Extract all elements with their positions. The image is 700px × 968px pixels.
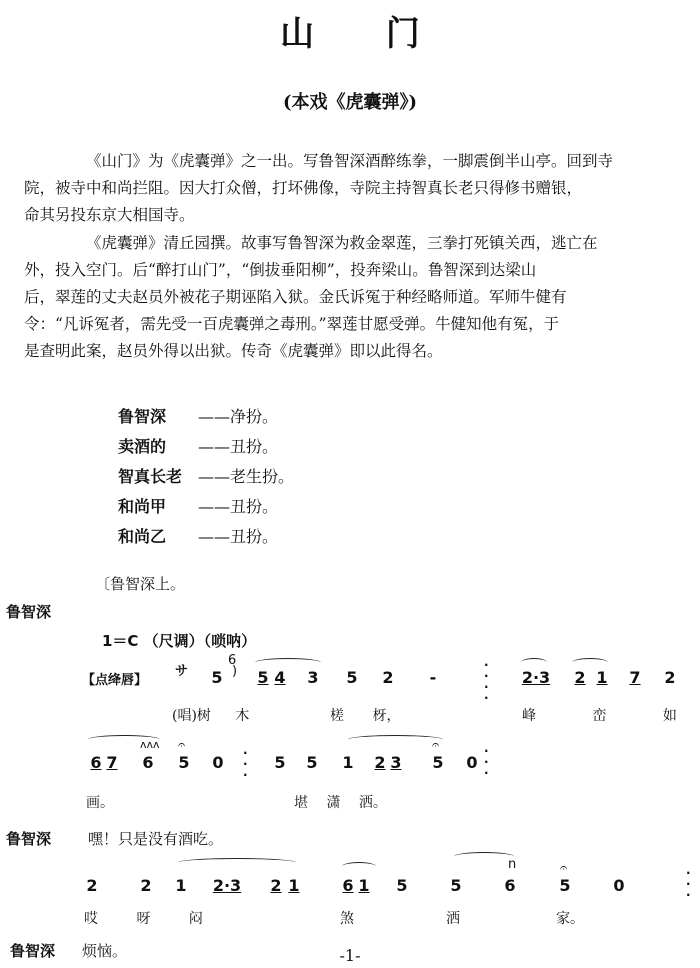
repeat-sign-icon: · · · (686, 866, 689, 902)
note: 5 (178, 753, 190, 772)
speaker-name: 鲁智深 (10, 942, 56, 960)
repeat-sign-icon: · · · (243, 746, 246, 782)
note: 5 (396, 876, 408, 895)
page-subtitle: (本戏《虎囊弹》) (282, 92, 418, 113)
role-name: 鲁智深 (118, 407, 167, 426)
note: 0 (613, 876, 625, 895)
slur-icon (178, 858, 296, 867)
slur-icon (454, 852, 514, 861)
note: 6 (504, 876, 516, 895)
tune-name: 【点绛唇】 (82, 673, 148, 688)
grace-note-icon: 6 (228, 653, 237, 668)
lyric-text: 堪 潇 洒。 (294, 795, 387, 811)
note: 2 (374, 753, 386, 772)
spoken-line: 嘿！只是没有酒吃。 (88, 830, 224, 848)
role-item (118, 492, 294, 522)
intro-paragraph-1 (24, 148, 685, 229)
role-item (118, 432, 294, 462)
note: 6 (342, 876, 354, 895)
role-name: 智真长老 (118, 467, 183, 486)
note: 2 (664, 668, 676, 687)
note: 4 (274, 668, 286, 687)
text-line: 院，被寺中和尚拦阻。因大打众僧，打坏佛像，寺院主持智真长老只得修书赠银， (24, 179, 583, 197)
role-item (118, 462, 294, 492)
fermata-icon: 𝄐 (432, 738, 440, 753)
text-line: 是查明此案，赵员外得以出狱。传奇《虎囊弹》即以此得名。 (24, 342, 443, 360)
lyric-text: 画。 (86, 795, 114, 811)
lyric-text: 家。 (556, 911, 584, 927)
role-item (118, 402, 294, 432)
note: 2 (140, 876, 152, 895)
text-line: 令：“凡诉冤者，需先受一百虎囊弹之毒刑。”翠莲甘愿受弹。牛健知他有冤，于 (24, 315, 560, 333)
note: 3 (390, 753, 402, 772)
text-line: 后，翠莲的丈夫赵员外被花子期诬陷入狱。金氏诉冤于种经略师道。军师牛健有 (24, 288, 567, 306)
role-type: ——老生扮。 (198, 467, 295, 486)
slur-icon (348, 735, 443, 744)
text-line: 《虎囊弹》清丘园撰。故事写鲁智深为救金翠莲，三拳打死镇关西，逃亡在 (86, 234, 598, 252)
text-line: 命其另投东京大相国寺。 (24, 206, 195, 224)
role-name: 卖酒的 (118, 437, 167, 456)
repeat-sign-icon: · · · · (484, 658, 487, 705)
lyric-text: 峰 峦 如 (522, 708, 677, 724)
intro-paragraph-2 (24, 230, 685, 365)
note: 0 (212, 753, 224, 772)
note: 7 (629, 668, 641, 687)
note: 2·3 (212, 876, 242, 895)
slur-icon (342, 862, 376, 871)
note: 5 (306, 753, 318, 772)
role-type: ——丑扮。 (198, 497, 279, 516)
role-type: ——丑扮。 (198, 527, 279, 546)
note: 1 (596, 668, 608, 687)
text-line: 《山门》为《虎囊弹》之一出。写鲁智深酒醉练拳，一脚震倒半山亭。回到寺 (86, 152, 614, 170)
note: 2 (574, 668, 586, 687)
role-type: ——丑扮。 (198, 437, 279, 456)
lyric-text: 煞 (340, 911, 354, 927)
note: 5 (211, 668, 223, 687)
slur-icon (521, 658, 547, 667)
fermata-icon: 𝄐 (560, 861, 568, 876)
note: 1 (358, 876, 370, 895)
speaker-name: 鲁智深 (6, 603, 52, 621)
slur-icon (255, 658, 321, 667)
note: 2 (86, 876, 98, 895)
spoken-line: 烦恼。 (82, 942, 128, 960)
page-number: -1- (339, 946, 361, 965)
slur-icon (572, 658, 608, 667)
role-name: 和尚乙 (118, 527, 167, 546)
note: 2·3 (521, 668, 551, 687)
note: 5 (432, 753, 444, 772)
stage-direction: 〔鲁智深上。 (95, 575, 186, 593)
role-list (118, 402, 294, 552)
note: 6 (90, 753, 102, 772)
page-title: 山 门 (280, 14, 450, 54)
note: 1 (342, 753, 354, 772)
note: 2 (270, 876, 282, 895)
note: 5 (346, 668, 358, 687)
note: 5 (559, 876, 571, 895)
note: 5 (257, 668, 269, 687)
fermata-icon: 𝄐 (178, 738, 186, 753)
key-signature: 1＝C （尺调）（唢呐） (102, 632, 257, 650)
note: 3 (307, 668, 319, 687)
note: 5 (274, 753, 286, 772)
role-type: ——净扮。 (198, 407, 279, 426)
lyric-text: 哎 呀 闷 (84, 911, 203, 927)
speaker-name: 鲁智深 (6, 830, 52, 848)
note: 1 (288, 876, 300, 895)
note: 0 (466, 753, 478, 772)
note: - (429, 668, 437, 687)
grace-stem-icon: ) (232, 664, 238, 679)
mordent-icon: n (508, 857, 517, 872)
repeat-sign-icon: · · · (484, 744, 487, 780)
text-line: 外，投入空门。后“醉打山门”，“倒拔垂阳柳”，投奔梁山。鲁智深到达梁山 (24, 261, 537, 279)
note: 6 (142, 753, 154, 772)
trill-icon: ʌʌʌ (140, 738, 160, 751)
note: 2 (382, 668, 394, 687)
lyric-text: 洒 (446, 911, 460, 927)
role-item (118, 522, 294, 552)
role-name: 和尚甲 (118, 497, 167, 516)
note: 1 (175, 876, 187, 895)
note: 7 (106, 753, 118, 772)
note: 5 (450, 876, 462, 895)
sanban-mark: サ (175, 664, 189, 679)
lyric-text: (唱)树 木 (172, 708, 250, 724)
lyric-text: 槎 枒， (330, 708, 401, 724)
